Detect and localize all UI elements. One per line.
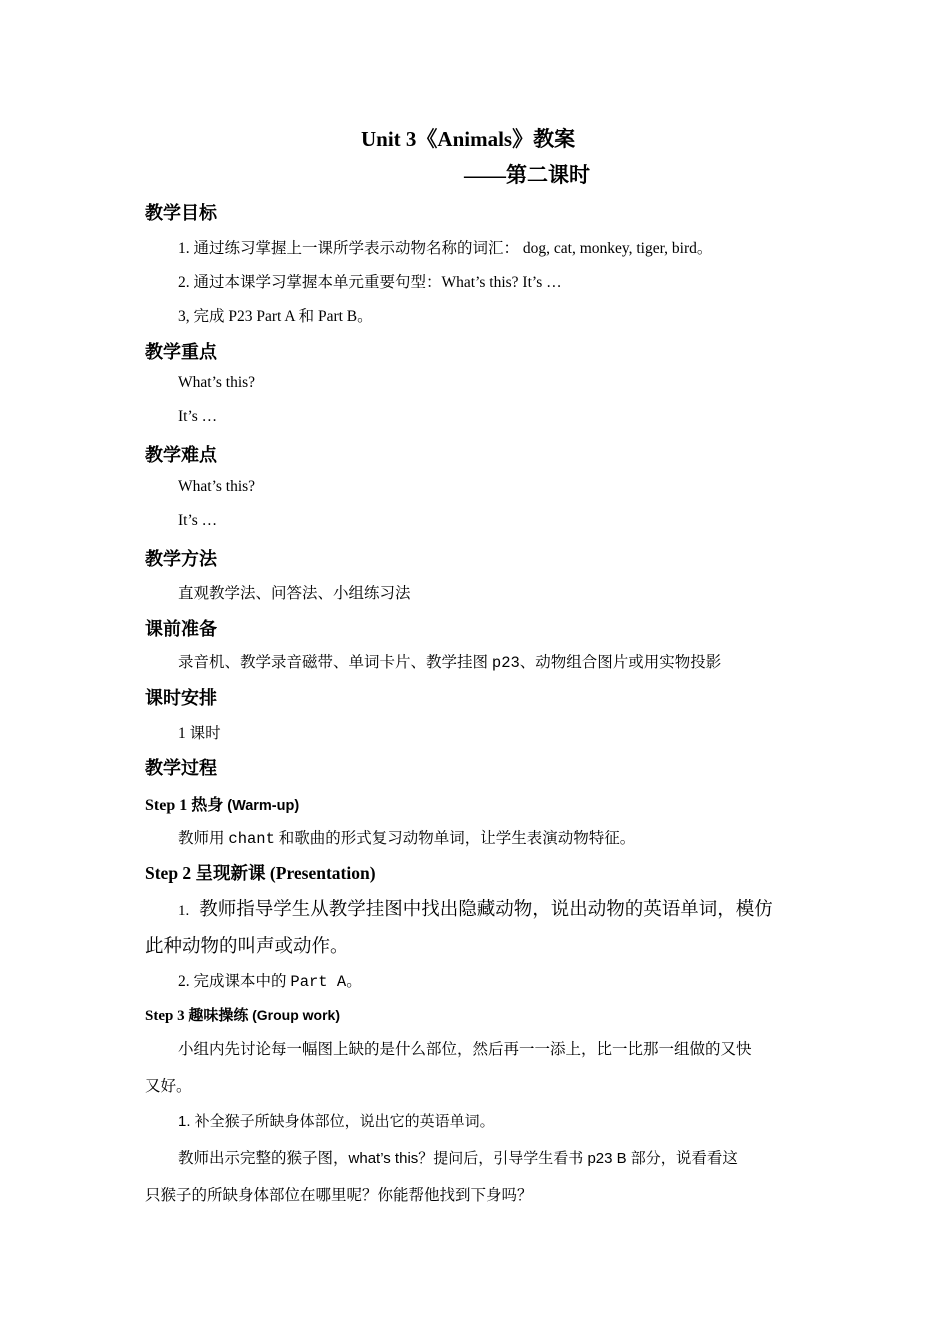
- document-title: Unit 3《Animals》教案: [361, 127, 576, 151]
- preparation-text: [178, 650, 721, 672]
- heading-preparation: 课前准备: [145, 619, 217, 639]
- step2-heading: Step 2 呈现新课 (Presentation): [145, 863, 376, 883]
- step3-tag: (Group work): [252, 1007, 340, 1023]
- step1-text-a: 教师用: [178, 830, 229, 847]
- step3-title: Step 3 趣味操练: [145, 1008, 253, 1024]
- step2-item1-number: 1.: [178, 903, 190, 919]
- step2-item1-text: 教师指导学生从教学挂图中找出隐藏动物，说出动物的英语单词，模仿: [199, 900, 773, 920]
- difficulty-line-2: It’s …: [178, 512, 218, 529]
- key-point-line-2: It’s …: [178, 408, 218, 425]
- preparation-text-a: 录音机、教学录音磁带、单词卡片、教学挂图: [178, 654, 492, 671]
- step3-para2-line2: 只猴子的所缺身体部位在哪里呢？你能帮他找到下身吗？: [145, 1187, 533, 1204]
- step2-item2: [178, 969, 362, 991]
- step2-item1-line2: 此种动物的叫声或动作。: [145, 937, 349, 957]
- step3-para2-a: 教师出示完整的猴子图，: [178, 1150, 349, 1167]
- heading-key-points: 教学重点: [145, 342, 217, 362]
- step1-code: chant: [228, 830, 275, 848]
- step3-para2-b: what’s this？提问后，引导学生看书 p23 B 部分，: [348, 1150, 676, 1167]
- schedule-text: 1 课时: [178, 725, 221, 742]
- step3-para-line1: 小组内先讨论每一幅图上缺的是什么部位，然后再一一添上，比一比那一组做的又快: [178, 1041, 752, 1058]
- step2-item1-line1: [178, 895, 773, 921]
- step2-item2-text-a: 2. 完成课本中的: [178, 973, 291, 990]
- step3-para2-c: 说看看这: [675, 1150, 738, 1167]
- step1-tag: (Warm-up): [227, 798, 300, 814]
- preparation-code: p23: [491, 654, 520, 672]
- step2-item2-text-b: 。: [346, 973, 362, 990]
- heading-schedule: 课时安排: [145, 688, 217, 708]
- objective-item-2: 2. 通过本课学习掌握本单元重要句型：What’s this? It’s …: [178, 274, 562, 291]
- objective-item-1: 1. 通过练习掌握上一课所学表示动物名称的词汇： dog, cat, monkey, tiger, bird。: [178, 240, 713, 257]
- heading-difficulties: 教学难点: [145, 445, 217, 465]
- step3-heading: [145, 1004, 340, 1025]
- methods-text: 直观教学法、问答法、小组练习法: [178, 585, 411, 602]
- step3-item1: 1. 补全猴子所缺身体部位，说出它的英语单词。: [178, 1113, 495, 1130]
- key-point-line-1: What’s this?: [178, 374, 256, 391]
- heading-process: 教学过程: [145, 758, 217, 778]
- step1-title: Step 1 热身: [145, 797, 228, 814]
- step1-text: [178, 826, 635, 848]
- difficulty-line-1: What’s this?: [178, 478, 256, 495]
- objective-item-3: 3, 完成 P23 Part A 和 Part B。: [178, 308, 373, 325]
- preparation-text-b: 、动物组合图片或用实物投影: [519, 654, 722, 671]
- heading-objectives: 教学目标: [145, 203, 217, 223]
- step3-para2-line1: [178, 1146, 738, 1168]
- step1-heading: [145, 792, 299, 815]
- step3-para-line2: 又好。: [145, 1078, 192, 1095]
- step1-text-b: 和歌曲的形式复习动物单词，让学生表演动物特征。: [274, 830, 636, 847]
- document-subtitle: ——第二课时: [464, 163, 590, 187]
- step2-item2-code: Part A: [290, 973, 347, 991]
- heading-methods: 教学方法: [145, 549, 217, 569]
